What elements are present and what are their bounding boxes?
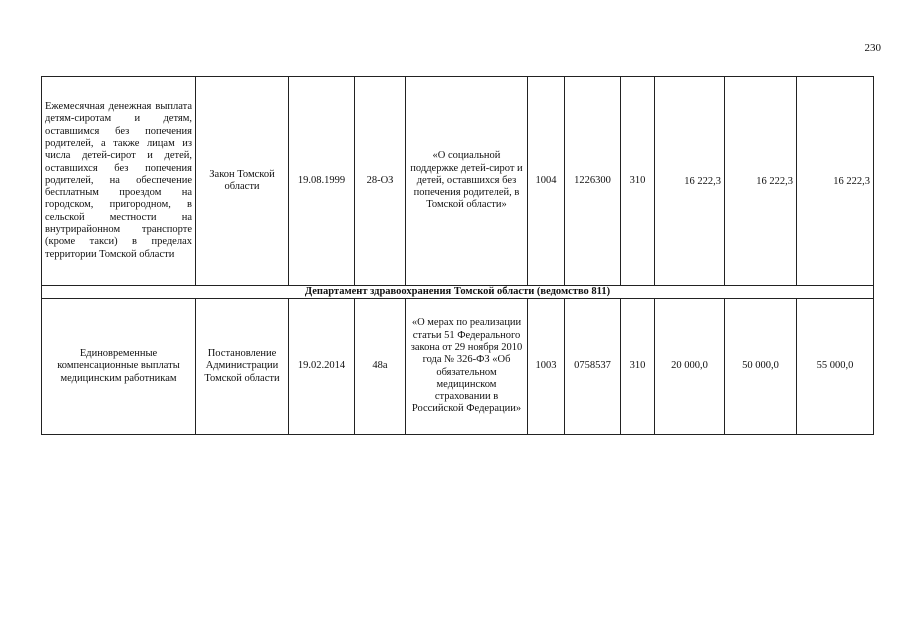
row-expense: 310	[621, 77, 655, 286]
row-section: 1003	[528, 299, 565, 435]
row-expense: 310	[621, 299, 655, 435]
row-date: 19.02.2014	[289, 299, 355, 435]
row-doc-title: «О мерах по реализации статьи 51 Федерального закона от 29 ноября 2010 года № 326-ФЗ «Об обязательном медицинском страховании в Российской Федерации»	[406, 299, 528, 435]
row-date: 19.08.1999	[289, 77, 355, 286]
row-doc-type: Закон Томской области	[196, 77, 289, 286]
row-value-3: 16 222,3	[797, 77, 874, 286]
row-description: Единовременные компенсационные выплаты медицинским работникам	[42, 299, 196, 435]
row-value-2: 50 000,0	[725, 299, 797, 435]
row-doc-number: 28-ОЗ	[355, 77, 406, 286]
table-row	[42, 77, 874, 286]
table-row	[42, 299, 874, 435]
row-section: 1004	[528, 77, 565, 286]
row-doc-type: Постановление Администрации Томской области	[196, 299, 289, 435]
row-doc-number: 48а	[355, 299, 406, 435]
page-number: 230	[864, 42, 881, 54]
department-row	[42, 286, 874, 299]
budget-table	[41, 76, 874, 435]
row-target: 1226300	[565, 77, 621, 286]
row-description: Ежемесячная денежная выплата детям-сиротам и детям, оставшимся без попечения родителей, а также лицам из числа детей-сирот и детей, оставшихся без попечения родителей, на обеспечение бесплатным проездом на городском, пригородном, в сельской местности на внутрирайонном транспорте (кроме такси) в пределах территории Томской области	[42, 77, 196, 286]
row-value-2: 16 222,3	[725, 77, 797, 286]
row-value-1: 16 222,3	[655, 77, 725, 286]
row-value-3: 55 000,0	[797, 299, 874, 435]
row-doc-title: «О социальной поддержке детей-сирот и детей, оставшихся без попечения родителей, в Томской области»	[406, 77, 528, 286]
row-target: 0758537	[565, 299, 621, 435]
department-heading: Департамент здравоохранения Томской области (ведомство 811)	[42, 286, 874, 299]
row-value-1: 20 000,0	[655, 299, 725, 435]
